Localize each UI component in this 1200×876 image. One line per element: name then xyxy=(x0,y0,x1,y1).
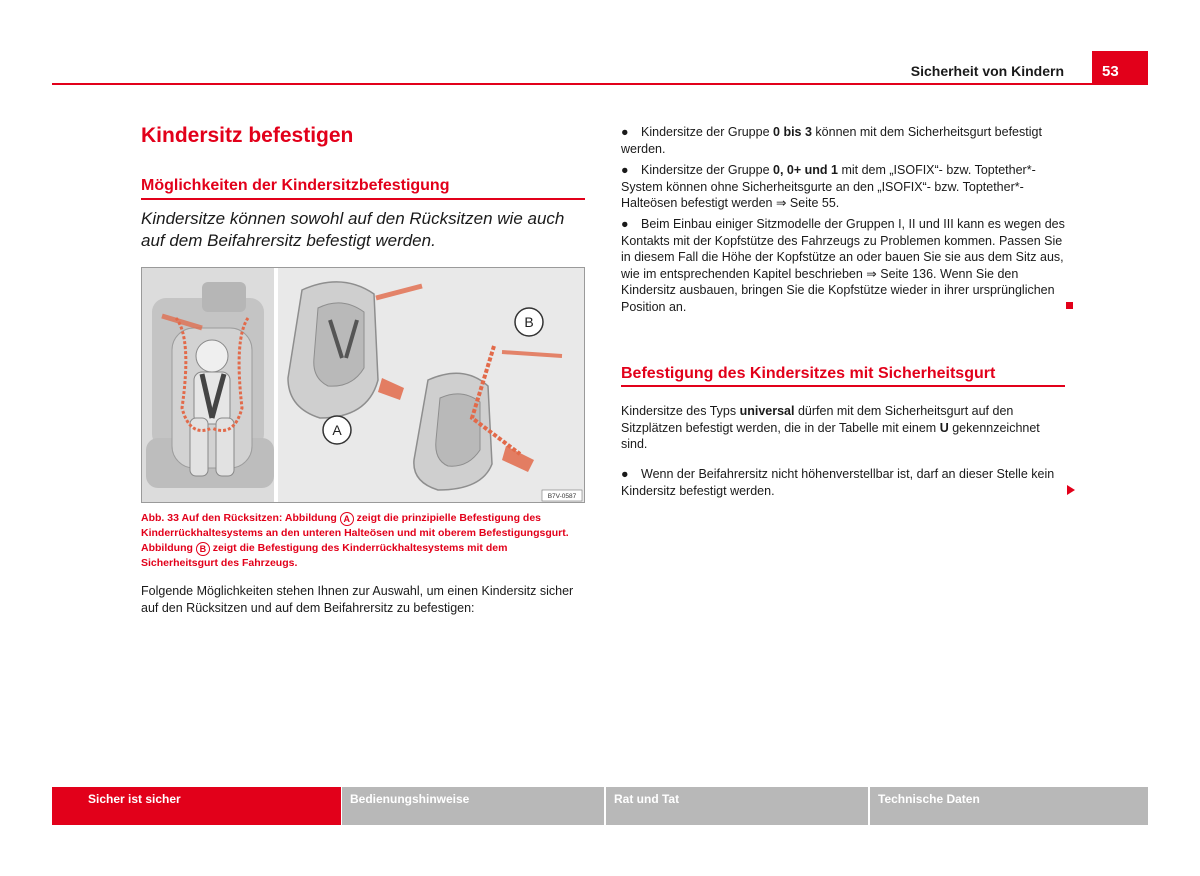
subtitle-seatbelt: Befestigung des Kindersitzes mit Sicherheitsgurt xyxy=(621,365,996,382)
bullet-bold: 0 bis 3 xyxy=(773,125,812,139)
nav-tab-technische-daten[interactable]: Technische Daten xyxy=(870,787,1148,825)
bullet-icon: ● xyxy=(621,163,629,177)
bullet-text: mit dem „ISOFIX“- bzw. Toptether*-System können ohne Sicherheitsgurte an den „ISOFIX“- bzw. Toptether*-Halteösen befestigt werden ⇒ Seite 55. xyxy=(621,163,1036,210)
figure-label-a: A xyxy=(332,422,342,438)
paragraph-bold: universal xyxy=(739,404,795,418)
bullet-text: Beim Einbau einiger Sitzmodelle der Gruppen I, II und III kann es wegen des Kontakts mit der Kopfstütze des Fahrzeugs zu Problemen kommen. Passen Sie in diesem Fall die Höhe der Kopfstütze an oder bauen Sie sie aus dem Sitz aus, wie im entsprechenden Kapitel beschrieben ⇒ Seite 136. Wenn Sie den Kindersitz ausbauen, bringen Sie die Kopfstütze wieder in ihrer ursprünglichen Position an. xyxy=(621,217,1065,314)
bullet-text: Wenn der Beifahrersitz nicht höhenverstellbar ist, darf an dieser Stelle kein Kindersitz befestigt werden. xyxy=(621,467,1055,498)
bullet-group-0-3 xyxy=(621,124,1065,157)
paragraph-text: Kindersitze des Typs xyxy=(621,404,740,418)
caption-text-1: Abb. 33 Auf den Rücksitzen: Abbildung xyxy=(141,512,340,524)
bullet-headrest xyxy=(621,216,1065,315)
figure-code: B7V-0587 xyxy=(547,493,577,500)
subtitle-rule xyxy=(141,198,585,200)
bullet-bold: 0, 0+ und 1 xyxy=(773,163,838,177)
paragraph-text: gekennzeichnet sind. xyxy=(621,420,1040,451)
nav-tab-rat-und-tat[interactable]: Rat und Tat xyxy=(606,787,868,825)
page-title: Kindersitz befestigen xyxy=(141,124,354,147)
caption-marker-a: A xyxy=(340,512,354,526)
header-rule xyxy=(52,83,1148,85)
continue-arrow-icon xyxy=(1067,485,1075,495)
body-text-options: Folgende Möglichkeiten stehen Ihnen zur Auswahl, um einen Kindersitz sicher auf den Rücksitzen und auf dem Beifahrersitz zu befestigen: xyxy=(141,584,574,615)
section-end-square-icon xyxy=(1066,302,1073,309)
nav-tab-bedienungshinweise[interactable]: Bedienungshinweise xyxy=(342,787,604,825)
bullet-icon: ● xyxy=(621,217,629,231)
bullet-text: Kindersitze der Gruppe xyxy=(641,163,774,177)
section-title: Sicherheit von Kindern xyxy=(910,63,1064,79)
bullet-passenger-seat xyxy=(621,466,1065,499)
bullet-text: können mit dem Sicherheitsgurt befestigt werden. xyxy=(621,125,1042,156)
paragraph-text: dürfen mit dem Sicherheitsgurt auf den Sitzplätzen befestigt werden, die in der Tabelle mit einem xyxy=(621,404,1014,435)
paragraph-universal xyxy=(621,403,1065,453)
figure-caption xyxy=(141,511,586,570)
caption-marker-b: B xyxy=(196,542,210,556)
nav-tab-sicher-ist-sicher[interactable]: Sicher ist sicher xyxy=(52,787,341,825)
paragraph-bold: U xyxy=(939,420,949,435)
bullet-text: Kindersitze der Gruppe xyxy=(641,125,774,139)
caption-text-2: zeigt die prinzipielle Befestigung des Kinderrückhaltesystems an den unteren Halteösen und mit oberem Befestigungsgurt. Abbildung xyxy=(141,512,569,554)
caption-text-3: zeigt die Befestigung des Kinderrückhaltesystems mit dem Sicherheitsgurt des Fahrzeugs. xyxy=(141,541,508,569)
subtitle-rule xyxy=(621,385,1065,387)
page-number: 53 xyxy=(1092,51,1148,85)
lead-text: Kindersitze können sowohl auf den Rücksitzen wie auch auf dem Beifahrersitz befestigt werden. xyxy=(141,209,565,250)
bullet-icon: ● xyxy=(621,467,629,481)
subtitle-mounting-options: Möglichkeiten der Kindersitzbefestigung xyxy=(141,177,450,194)
bullet-isofix xyxy=(621,162,1065,212)
bullet-icon: ● xyxy=(621,125,629,139)
figure-child-seat-illustration xyxy=(141,267,585,503)
figure-label-b: B xyxy=(524,314,534,330)
